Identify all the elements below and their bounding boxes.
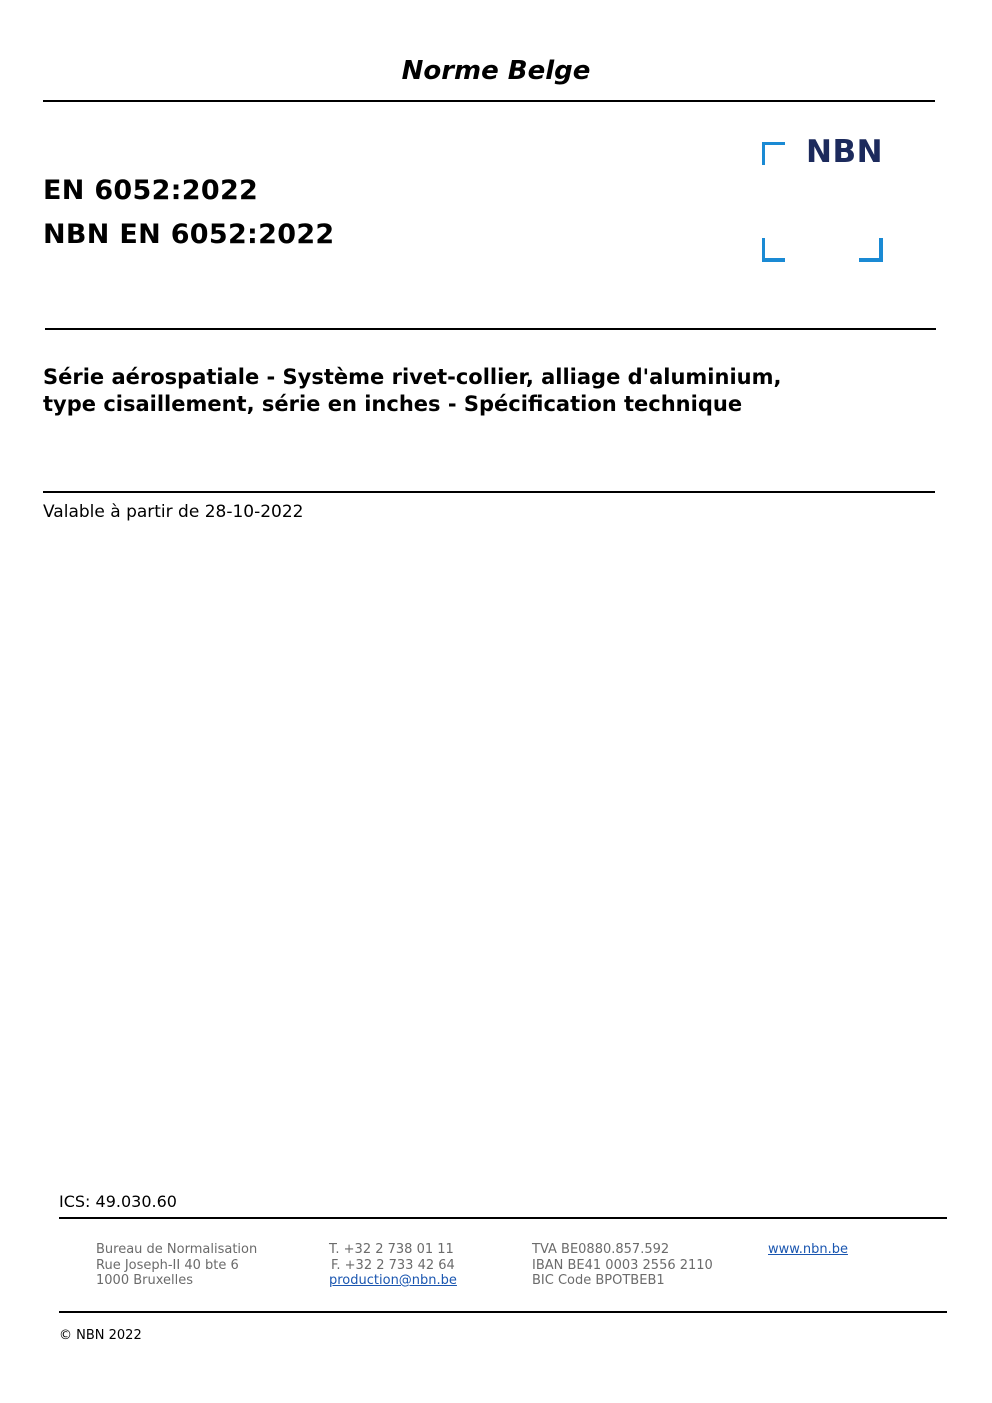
document-title <box>43 364 943 418</box>
validity-date: Valable à partir de 28-10-2022 <box>43 502 304 522</box>
vat-number: TVA BE0880.857.592 <box>532 1242 670 1257</box>
footer-top-divider <box>59 1217 947 1219</box>
telephone: T. +32 2 738 01 11 <box>329 1242 454 1257</box>
ics-code: ICS: 49.030.60 <box>59 1192 177 1211</box>
fax: F. +32 2 733 42 64 <box>331 1257 455 1273</box>
phone-block <box>329 1242 457 1289</box>
address-line-2: Rue Joseph-II 40 bte 6 <box>96 1257 239 1273</box>
address-block <box>96 1242 257 1289</box>
header-divider <box>43 100 935 102</box>
document-title-line-2: type cisaillement, série en inches - Spécification technique <box>43 392 743 416</box>
page-header-title: Norme Belge <box>401 56 591 86</box>
website-link[interactable]: www.nbn.be <box>768 1242 848 1257</box>
footer-bottom-divider <box>59 1311 947 1313</box>
address-line-3: 1000 Bruxelles <box>96 1273 194 1288</box>
iban: IBAN BE41 0003 2556 2110 <box>532 1257 713 1273</box>
bic-code: BIC Code BPOTBEB1 <box>532 1273 665 1288</box>
en-standard-number: EN 6052:2022 <box>43 175 259 206</box>
bank-block <box>532 1242 713 1289</box>
document-title-line-1: Série aérospatiale - Système rivet-collier, alliage d'aluminium, <box>43 365 782 389</box>
address-line-1: Bureau de Normalisation <box>96 1242 258 1257</box>
email-link[interactable]: production@nbn.be <box>329 1273 457 1288</box>
website-block <box>768 1242 848 1258</box>
logo-wordmark: NBN <box>806 134 884 170</box>
copyright-notice: © NBN 2022 <box>59 1328 142 1343</box>
title-bottom-divider <box>43 491 935 493</box>
title-top-divider <box>45 328 936 330</box>
nbn-standard-number: NBN EN 6052:2022 <box>43 219 335 250</box>
